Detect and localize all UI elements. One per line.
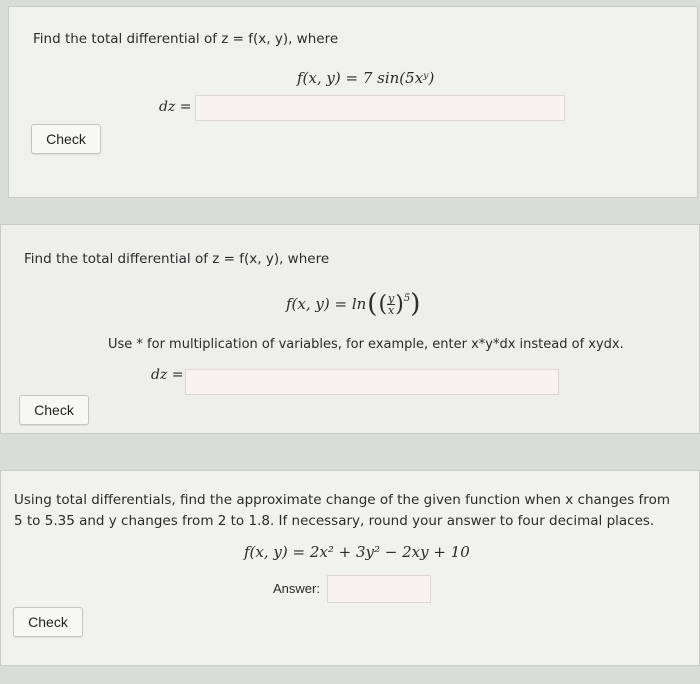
question-card-1 bbox=[8, 6, 698, 198]
question-3-answer-label: Answer: bbox=[273, 581, 320, 596]
question-card-2 bbox=[0, 224, 700, 434]
question-3-prompt-line-1: Using total differentials, find the approximate change of the given function when x changes from bbox=[14, 492, 670, 508]
question-2-formula bbox=[286, 289, 420, 319]
question-3-answer-input[interactable] bbox=[327, 575, 431, 603]
question-2-dz-label: dz = bbox=[151, 367, 184, 383]
question-1-prompt: Find the total differential of z = f(x, y), where bbox=[33, 31, 339, 47]
question-3-check-button[interactable]: Check bbox=[13, 607, 83, 637]
question-1-dz-input[interactable] bbox=[195, 95, 565, 121]
question-3-prompt-line-2: 5 to 5.35 and y changes from 2 to 1.8. If necessary, round your answer to four decimal places. bbox=[14, 513, 655, 529]
fraction-numerator: y bbox=[388, 291, 395, 305]
question-3-formula: f(x, y) = 2x² + 3y² − 2xy + 10 bbox=[244, 543, 470, 561]
paren-open-outer: ( bbox=[367, 289, 378, 319]
paren-close-inner: ) bbox=[395, 291, 404, 317]
question-2-formula-lhs: f(x, y) = ln bbox=[286, 295, 367, 313]
fraction-denominator: x bbox=[388, 303, 395, 317]
paren-open-inner: ( bbox=[378, 291, 388, 317]
paren-close-outer: ) bbox=[410, 289, 421, 319]
question-2-check-button[interactable]: Check bbox=[19, 395, 89, 425]
question-2-fraction bbox=[387, 293, 395, 316]
question-2-note: Use * for multiplication of variables, for example, enter x*y*dx instead of xydx. bbox=[108, 337, 624, 352]
question-2-exponent: 5 bbox=[403, 293, 411, 304]
question-2-dz-input[interactable] bbox=[185, 369, 559, 395]
question-2-prompt: Find the total differential of z = f(x, y), where bbox=[24, 251, 330, 267]
question-1-check-button[interactable]: Check bbox=[31, 124, 101, 154]
question-card-3 bbox=[0, 470, 700, 666]
question-1-dz-label: dz = bbox=[159, 99, 192, 115]
question-1-formula: f(x, y) = 7 sin(5xʸ) bbox=[297, 69, 435, 87]
